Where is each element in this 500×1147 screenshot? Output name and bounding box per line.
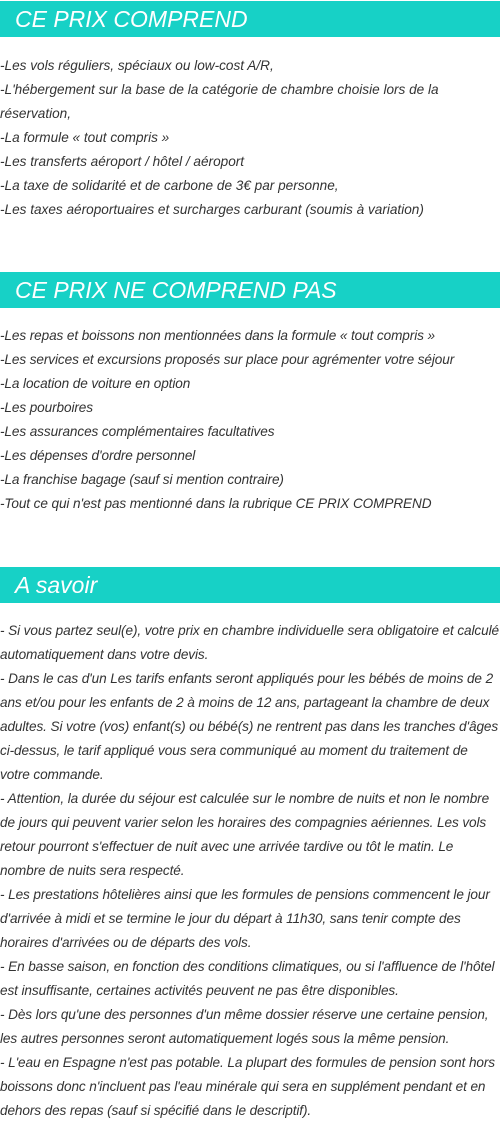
list-item: - Les prestations hôtelières ainsi que les formules de pensions commencent le jour d'arrivée à midi et se termine le jour du départ à 11h30, sans tenir compte des horaires d'arrivées ou de départs des vols. bbox=[0, 887, 490, 950]
list-item: -Les repas et boissons non mentionnées dans la formule « tout compris » bbox=[0, 328, 435, 343]
list-item: -La franchise bagage (sauf si mention contraire) bbox=[0, 472, 284, 487]
section-excludes-header bbox=[0, 272, 500, 308]
list-item: -La location de voiture en option bbox=[0, 376, 191, 391]
list-item: -La formule « tout compris » bbox=[0, 130, 170, 145]
list-item: - En basse saison, en fonction des conditions climatiques, ou si l'affluence de l'hôtel est insuffisante, certaines activités peuvent ne pas être disponibles. bbox=[0, 959, 495, 998]
list-item: -Les services et excursions proposés sur place pour agrémenter votre séjour bbox=[0, 352, 455, 367]
list-item: -Les assurances complémentaires facultatives bbox=[0, 424, 275, 439]
section-title: CE PRIX COMPREND bbox=[15, 6, 248, 32]
section-title: A savoir bbox=[15, 572, 98, 598]
section-includes-header bbox=[0, 1, 500, 37]
includes-list bbox=[0, 54, 500, 222]
list-item: -La taxe de solidarité et de carbone de 3€ par personne, bbox=[0, 178, 339, 193]
list-item: - Si vous partez seul(e), votre prix en chambre individuelle sera obligatoire et calculé automatiquement dans votre devis. bbox=[0, 623, 499, 662]
list-item: -Tout ce qui n'est pas mentionné dans la rubrique CE PRIX COMPREND bbox=[0, 496, 432, 511]
list-item: - Attention, la durée du séjour est calculée sur le nombre de nuits et non le nombre de jours qui peuvent varier selon les horaires des compagnies aériennes. Les vols retour pourront s'effectuer de nuit avec une arrivée tardive ou tôt le matin. Le nombre de nuits sera respecté. bbox=[0, 791, 490, 878]
list-item: -Les transferts aéroport / hôtel / aéroport bbox=[0, 154, 245, 169]
list-item: - L'eau en Espagne n'est pas potable. La plupart des formules de pension sont hors boissons donc n'incluent pas l'eau minérale qui sera en supplément pendant et en dehors des repas (sauf si spécifié dans le descriptif). bbox=[0, 1055, 496, 1118]
section-title: CE PRIX NE COMPREND PAS bbox=[15, 277, 337, 303]
list-item: -Les pourboires bbox=[0, 400, 93, 415]
list-item: - Dès lors qu'une des personnes d'un même dossier réserve une certaine pension, les autres personnes seront automatiquement logés sous la même pension. bbox=[0, 1007, 489, 1046]
list-item: -Les vols réguliers, spéciaux ou low-cost A/R, bbox=[0, 58, 274, 73]
list-item: -Les taxes aéroportuaires et surcharges carburant (soumis à variation) bbox=[0, 202, 424, 217]
list-item: -L'hébergement sur la base de la catégorie de chambre choisie lors de la réservation, bbox=[0, 82, 439, 121]
list-item: - Dans le cas d'un Les tarifs enfants seront appliqués pour les bébés de moins de 2 ans et/ou pour les enfants de 2 à moins de 12 ans, partageant la chambre de deux adultes. Si votre (vos) enfant(s) ou bébé(s) ne rentrent pas dans les tranches d'âges ci-dessus, le tarif appliqué vous sera communiqué au moment du traitement de votre commande. bbox=[0, 671, 499, 782]
list-item: -Les dépenses d'ordre personnel bbox=[0, 448, 196, 463]
section-info-header bbox=[0, 567, 500, 603]
excludes-list bbox=[0, 324, 500, 516]
info-list bbox=[0, 619, 500, 1123]
